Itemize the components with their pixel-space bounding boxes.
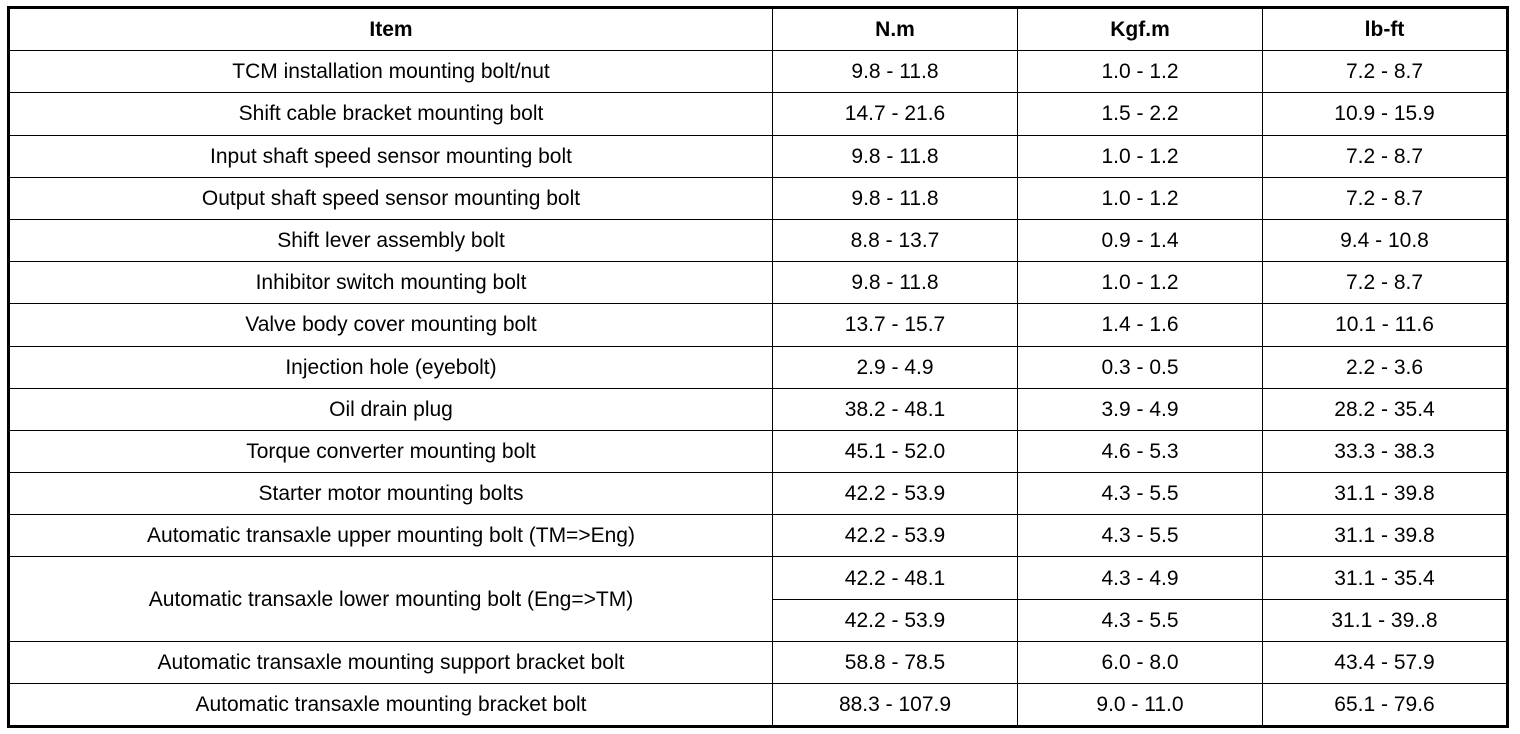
- table-row: [9, 473, 1508, 515]
- item-cell: Injection hole (eyebolt): [9, 346, 773, 388]
- kgfm-cell: 4.3 - 4.9: [1018, 557, 1263, 599]
- lbft-cell: 33.3 - 38.3: [1263, 430, 1508, 472]
- kgfm-cell: 4.3 - 5.5: [1018, 515, 1263, 557]
- nm-cell: 58.8 - 78.5: [773, 641, 1018, 683]
- table-row: [9, 557, 1508, 599]
- nm-cell: 9.8 - 11.8: [773, 51, 1018, 93]
- lbft-cell: 7.2 - 8.7: [1263, 51, 1508, 93]
- lbft-cell: 7.2 - 8.7: [1263, 135, 1508, 177]
- kgfm-cell: 1.4 - 1.6: [1018, 304, 1263, 346]
- lbft-cell: 9.4 - 10.8: [1263, 219, 1508, 261]
- torque-spec-table: [7, 6, 1509, 728]
- item-cell: TCM installation mounting bolt/nut: [9, 51, 773, 93]
- table-row: [9, 177, 1508, 219]
- item-cell: Inhibitor switch mounting bolt: [9, 262, 773, 304]
- kgfm-cell: 1.5 - 2.2: [1018, 93, 1263, 135]
- kgfm-cell: 0.9 - 1.4: [1018, 219, 1263, 261]
- item-cell: Valve body cover mounting bolt: [9, 304, 773, 346]
- kgfm-cell: 1.0 - 1.2: [1018, 177, 1263, 219]
- table-row: [9, 219, 1508, 261]
- table-row: [9, 641, 1508, 683]
- lbft-cell: 2.2 - 3.6: [1263, 346, 1508, 388]
- item-cell: Automatic transaxle upper mounting bolt (TM=>Eng): [9, 515, 773, 557]
- lbft-cell: 7.2 - 8.7: [1263, 262, 1508, 304]
- lbft-cell: 31.1 - 39.8: [1263, 515, 1508, 557]
- nm-cell: 42.2 - 53.9: [773, 473, 1018, 515]
- header-kgfm: Kgf.m: [1018, 8, 1263, 51]
- nm-cell: 9.8 - 11.8: [773, 262, 1018, 304]
- header-row: [9, 8, 1508, 51]
- nm-cell: 8.8 - 13.7: [773, 219, 1018, 261]
- lbft-cell: 10.9 - 15.9: [1263, 93, 1508, 135]
- nm-cell: 9.8 - 11.8: [773, 135, 1018, 177]
- nm-cell: 42.2 - 53.9: [773, 599, 1018, 641]
- lbft-cell: 31.1 - 39.8: [1263, 473, 1508, 515]
- item-cell: Automatic transaxle mounting support bracket bolt: [9, 641, 773, 683]
- nm-cell: 45.1 - 52.0: [773, 430, 1018, 472]
- table-row: [9, 51, 1508, 93]
- item-cell: Torque converter mounting bolt: [9, 430, 773, 472]
- nm-cell: 14.7 - 21.6: [773, 93, 1018, 135]
- lbft-cell: 65.1 - 79.6: [1263, 684, 1508, 727]
- item-cell: Automatic transaxle mounting bracket bolt: [9, 684, 773, 727]
- nm-cell: 9.8 - 11.8: [773, 177, 1018, 219]
- table-row: [9, 304, 1508, 346]
- kgfm-cell: 1.0 - 1.2: [1018, 135, 1263, 177]
- kgfm-cell: 0.3 - 0.5: [1018, 346, 1263, 388]
- item-cell: Shift cable bracket mounting bolt: [9, 93, 773, 135]
- table-row: [9, 684, 1508, 727]
- lbft-cell: 31.1 - 35.4: [1263, 557, 1508, 599]
- table-row: [9, 135, 1508, 177]
- table-row: [9, 93, 1508, 135]
- kgfm-cell: 3.9 - 4.9: [1018, 388, 1263, 430]
- lbft-cell: 28.2 - 35.4: [1263, 388, 1508, 430]
- item-cell: Oil drain plug: [9, 388, 773, 430]
- nm-cell: 42.2 - 53.9: [773, 515, 1018, 557]
- nm-cell: 42.2 - 48.1: [773, 557, 1018, 599]
- nm-cell: 2.9 - 4.9: [773, 346, 1018, 388]
- kgfm-cell: 4.3 - 5.5: [1018, 599, 1263, 641]
- header-nm: N.m: [773, 8, 1018, 51]
- header-lbft: lb-ft: [1263, 8, 1508, 51]
- lbft-cell: 43.4 - 57.9: [1263, 641, 1508, 683]
- kgfm-cell: 6.0 - 8.0: [1018, 641, 1263, 683]
- nm-cell: 13.7 - 15.7: [773, 304, 1018, 346]
- table-row: [9, 515, 1508, 557]
- nm-cell: 88.3 - 107.9: [773, 684, 1018, 727]
- table-row: [9, 262, 1508, 304]
- item-cell: Output shaft speed sensor mounting bolt: [9, 177, 773, 219]
- item-cell: Automatic transaxle lower mounting bolt (Eng=>TM): [9, 557, 773, 641]
- header-item: Item: [9, 8, 773, 51]
- lbft-cell: 7.2 - 8.7: [1263, 177, 1508, 219]
- table-row: [9, 430, 1508, 472]
- item-cell: Shift lever assembly bolt: [9, 219, 773, 261]
- item-cell: Input shaft speed sensor mounting bolt: [9, 135, 773, 177]
- kgfm-cell: 1.0 - 1.2: [1018, 51, 1263, 93]
- kgfm-cell: 4.6 - 5.3: [1018, 430, 1263, 472]
- nm-cell: 38.2 - 48.1: [773, 388, 1018, 430]
- kgfm-cell: 1.0 - 1.2: [1018, 262, 1263, 304]
- kgfm-cell: 9.0 - 11.0: [1018, 684, 1263, 727]
- table-row: [9, 346, 1508, 388]
- item-cell: Starter motor mounting bolts: [9, 473, 773, 515]
- lbft-cell: 31.1 - 39..8: [1263, 599, 1508, 641]
- table-row: [9, 388, 1508, 430]
- kgfm-cell: 4.3 - 5.5: [1018, 473, 1263, 515]
- lbft-cell: 10.1 - 11.6: [1263, 304, 1508, 346]
